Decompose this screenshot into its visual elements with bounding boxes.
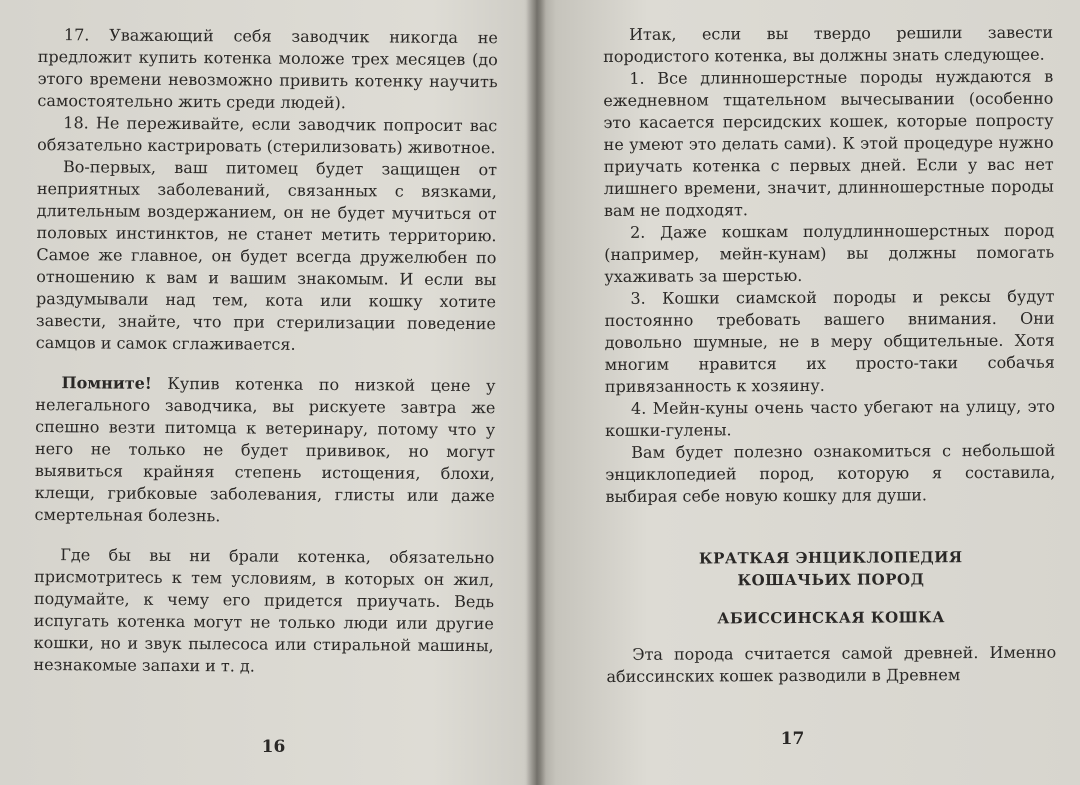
paragraph: 2. Даже кошкам полудлинношерстных пород (например, мейн-кунам) вы должны помогать ухаживать за шерстью.	[604, 220, 1055, 286]
section-title-line-2: КОШАЧЬИХ ПОРОД	[737, 570, 925, 590]
right-page	[545, 0, 1080, 785]
paragraph: Во-первых, ваш питомец будет защищен от неприятных заболеваний, связанных с вязками, длительным воздержанием, он не будет мучиться от половых инстинктов, не станет метить территорию. Самое же главное, он будет всегда дружелюбен по отношению к вам и вашим знакомым. И если вы раздумывали над тем, кота или кошку хотите завести, знайте, что при стерилизации поведение самцов и самок сглаживается.	[35, 157, 498, 354]
subsection-title: АБИССИНСКАЯ КОШКА	[717, 608, 946, 628]
warning-text: Купив котенка по низкой цене у нелегального заводчика, вы рискуете завтра же спешно везти питомца к ветеринару, потому что у него не только не будет прививок, но могут выявиться крайняя степень истощения, блохи, клещи, грибковые заболевания, глисты или даже смертельная болезнь.	[34, 373, 496, 526]
right-text-column	[603, 22, 1056, 688]
paragraph: Вам будет полезно ознакомиться с небольшой энциклопедией пород, которую я составила, выбирая себе новую кошку для души.	[605, 440, 1056, 506]
paragraph: 18. Не переживайте, если заводчик попросит вас обязательно кастрировать (стерилизовать) животное.	[37, 113, 498, 158]
paragraph: Где бы вы ни брали котенка, обязательно присмотритесь к тем условиям, в которых он жил, подумайте, к чему его придется приучать. Ведь испугать котенка могут не только люди или другие кошки, но и звук пылесоса или стиральной машины, незнакомые запахи и т. д.	[33, 545, 495, 676]
paragraph: 4. Мейн-куны очень часто убегают на улицу, это кошки-гулены.	[605, 396, 1056, 440]
left-text-column	[33, 24, 498, 679]
warning-paragraph	[34, 372, 495, 529]
page-number: 16	[261, 737, 286, 757]
paragraph: 1. Все длинношерстные породы нуждаются в ежедневном тщательном вычесывании (особенно это касается персидских кошек, которые попросту не умеют это делать сами). К этой процедуре нужно приучать котенка с первых дней. Если у вас нет лишнего времени, значит, длинношерстные породы вам не подходят.	[603, 66, 1054, 220]
section-title-line-1: КРАТКАЯ ЭНЦИКЛОПЕДИЯ	[698, 548, 963, 568]
paragraph: Итак, если вы твердо решили завести породистого котенка, вы должны знать следующее.	[603, 22, 1054, 66]
warning-label: Помните!	[61, 373, 152, 393]
paragraph: Эта порода считается самой древней. Именно абиссинских кошек разводили в Древнем	[606, 642, 1057, 686]
paragraph: 17. Уважающий себя заводчик никогда не предложит купить котенка моложе трех месяцев (до этого времени невозможно привить котенку научить самостоятельно жить среди людей).	[37, 25, 498, 113]
paragraph: 3. Кошки сиамской породы и рексы будут постоянно требовать вашего внимания. Они довольно шумные, не в меру общительные. Хотя многим нравится их просто-таки собачья привязанность к хозяину.	[604, 286, 1055, 396]
left-page	[0, 0, 535, 785]
page-number: 17	[780, 729, 805, 749]
